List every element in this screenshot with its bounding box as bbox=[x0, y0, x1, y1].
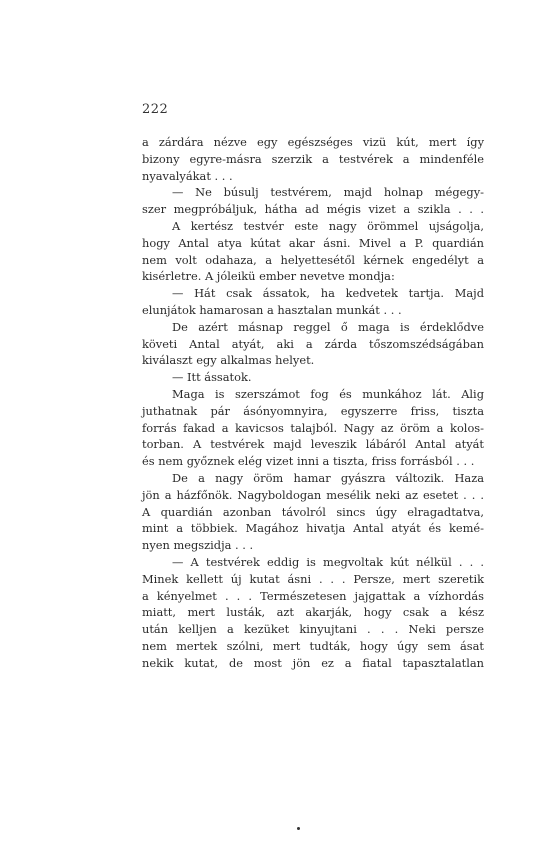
text-line: — Ne búsulj testvérem, majd holnap mégegy- bbox=[172, 185, 484, 200]
text-line: nem volt odahaza, a helyettesétől kérnek engedélyt a bbox=[142, 252, 484, 267]
text-line: nyavalyákat . . . bbox=[142, 168, 233, 183]
text-line: a kényelmet . . . Természetesen jajgattak a vízhordás bbox=[142, 588, 484, 603]
text-line: és nem győznek elég vizet inni a tiszta, friss forrásból . . . bbox=[142, 454, 475, 469]
text-line: forrás fakad a kavicsos talajból. Nagy az öröm a kolos- bbox=[142, 420, 484, 435]
text-line: jön a házfőnök. Nagyboldogan mesélik neki az esetet . . . bbox=[142, 487, 484, 502]
text-line: bizony egyre-másra szerzik a testvérek a mindenféle bbox=[142, 151, 484, 166]
text-line: után kelljen a kezüket kinyujtani . . . Neki persze bbox=[142, 622, 484, 637]
text-line: — Itt ássatok. bbox=[172, 370, 252, 385]
text-line: kisérletre. A jóleikü ember nevetve mondja: bbox=[142, 269, 395, 284]
text-line: hogy Antal atya kútat akar ásni. Mivel a P. quardián bbox=[142, 235, 484, 250]
text-line: nem mertek szólni, mert tudták, hogy úgy sem ásat bbox=[142, 638, 484, 653]
text-line: a zárdára nézve egy egészséges vizü kút, mert így bbox=[142, 135, 484, 149]
text-line: — Hát csak ássatok, ha kedvetek tartja. Majd bbox=[172, 286, 484, 301]
text-line: miatt, mert lusták, azt akarják, hogy csak a kész bbox=[142, 605, 484, 620]
page-number: 222 bbox=[142, 102, 169, 117]
text-line: nyen megszidja . . . bbox=[142, 538, 254, 553]
text-line: elunjátok hamarosan a hasztalan munkát . . . bbox=[142, 302, 402, 317]
text-line: A quardián azonban távolról sincs úgy elragadtatva, bbox=[142, 504, 484, 519]
text-line: torban. A testvérek majd leveszik lábáról Antal atyát bbox=[142, 437, 484, 452]
text-line: szer megpróbáljuk, hátha ad mégis vizet a szikla . . . bbox=[142, 202, 484, 217]
text-line: követi Antal atyát, aki a zárda tőszomszédságában bbox=[142, 336, 484, 351]
text-line: kiválaszt egy alkalmas helyet. bbox=[142, 353, 315, 368]
text-line: — A testvérek eddig is megvoltak kút nélkül . . . bbox=[172, 554, 484, 569]
text-line: nekik kutat, de most jön ez a fiatal tapasztalatlan bbox=[142, 655, 484, 670]
text-line: Maga is szerszámot fog és munkához lát. Alig bbox=[172, 386, 484, 401]
body-text bbox=[142, 134, 484, 672]
text-line: A kertész testvér este nagy örömmel ujságolja, bbox=[172, 218, 484, 233]
text-line: mint a többiek. Magához hivatja Antal atyát és kemé- bbox=[142, 521, 484, 536]
text-line: juthatnak pár ásónyomnyira, egyszerre friss, tiszta bbox=[142, 403, 484, 418]
text-line: De a nagy öröm hamar gyászra változik. Haza bbox=[172, 470, 484, 485]
text-line: Minek kellett új kutat ásni . . . Persze, mert szeretik bbox=[142, 571, 484, 586]
text-line: De azért másnap reggel ő maga is érdeklődve bbox=[172, 319, 484, 334]
printing-mark bbox=[297, 827, 300, 830]
